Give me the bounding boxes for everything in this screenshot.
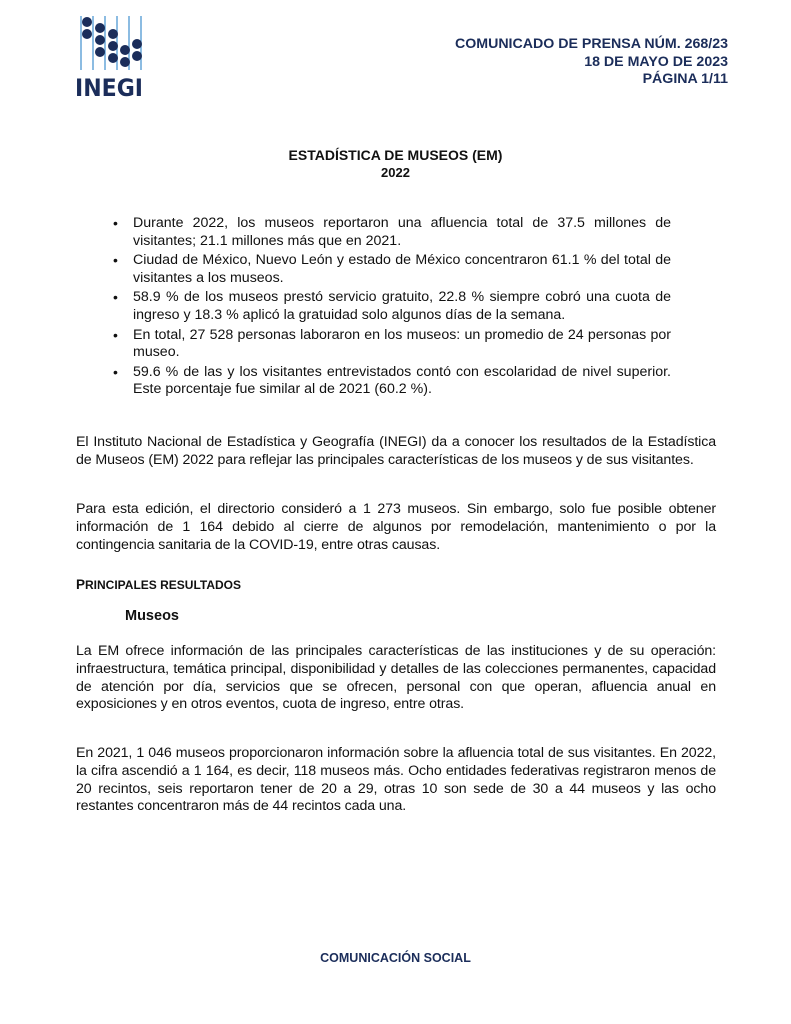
title-year: 2022 bbox=[381, 165, 410, 180]
inegi-logo bbox=[75, 14, 159, 100]
highlights-list bbox=[105, 215, 671, 401]
section-title bbox=[76, 577, 241, 592]
section-title-rest: RINCIPALES RESULTADOS bbox=[85, 578, 242, 592]
museos-paragraph-2: En 2021, 1 046 museos proporcionaron información sobre la afluencia total de sus visitantes. En 2022, la cifra ascendió a 1 164, es decir, 118 museos más. Ocho entidades federativas registraron menos de 20 recintos, seis reportaron tener de 20 a 29, otras 10 son sede de 30 a 44 museos y las ocho restantes concentraron más de 44 recintos cada una. bbox=[76, 745, 716, 815]
highlight-item: • 59.6 % de las y los visitantes entrevistados contó con escolaridad de nivel superior. Este porcentaje fue similar al de 2021 (60.2 %). bbox=[105, 364, 671, 399]
highlight-item: • 58.9 % de los museos prestó servicio gratuito, 22.8 % siempre cobró una cuota de ingreso y 18.3 % aplicó la gratuidad solo algunos días de la semana. bbox=[105, 289, 671, 324]
highlight-item: • Ciudad de México, Nuevo León y estado de México concentraron 61.1 % del total de visitantes a los museos. bbox=[105, 252, 671, 287]
highlight-item: • En total, 27 528 personas laboraron en los museos: un promedio de 24 personas por museo. bbox=[105, 327, 671, 362]
release-number: COMUNICADO DE PRENSA NÚM. 268/23 bbox=[454, 36, 728, 52]
highlight-item: • Durante 2022, los museos reportaron una afluencia total de 37.5 millones de visitantes; 21.1 millones más que en 2021. bbox=[105, 215, 671, 250]
footer-label: COMUNICACIÓN SOCIAL bbox=[320, 951, 471, 965]
title-main: ESTADÍSTICA DE MUSEOS (EM) bbox=[288, 147, 503, 163]
inegi-logo-icon bbox=[75, 14, 159, 100]
intro-paragraph: El Instituto Nacional de Estadística y Geografía (INEGI) da a conocer los resultados de la Estadística de Museos (EM) 2022 para reflejar las principales características de los museos y de sus visitantes. bbox=[76, 434, 716, 468]
page-indicator: PÁGINA 1/11 bbox=[642, 71, 728, 87]
museos-paragraph-1: La EM ofrece información de las principales características de las instituciones y de su operación: infraestructura, temática principal, disponibilidad y detalles de las colecciones permanentes, capacidad de atención por día, servicios que se ofrecen, personal con que operan, afluencia anual en exposiciones y en otros eventos, cuota de ingreso, entre otras. bbox=[76, 643, 716, 713]
document-title bbox=[0, 147, 791, 181]
section-title-initial: P bbox=[76, 577, 86, 592]
subsection-title: Museos bbox=[125, 608, 179, 624]
press-release-header bbox=[455, 36, 728, 89]
release-date: 18 DE MAYO DE 2023 bbox=[584, 53, 728, 70]
logo-wordmark: INEGI bbox=[75, 74, 143, 100]
edition-paragraph: Para esta edición, el directorio consideró a 1 273 museos. Sin embargo, solo fue posible obtener información de 1 164 debido al cierre de algunos por remodelación, mantenimiento o por la contingencia sanitaria de la COVID-19, entre otras causas. bbox=[76, 501, 716, 553]
